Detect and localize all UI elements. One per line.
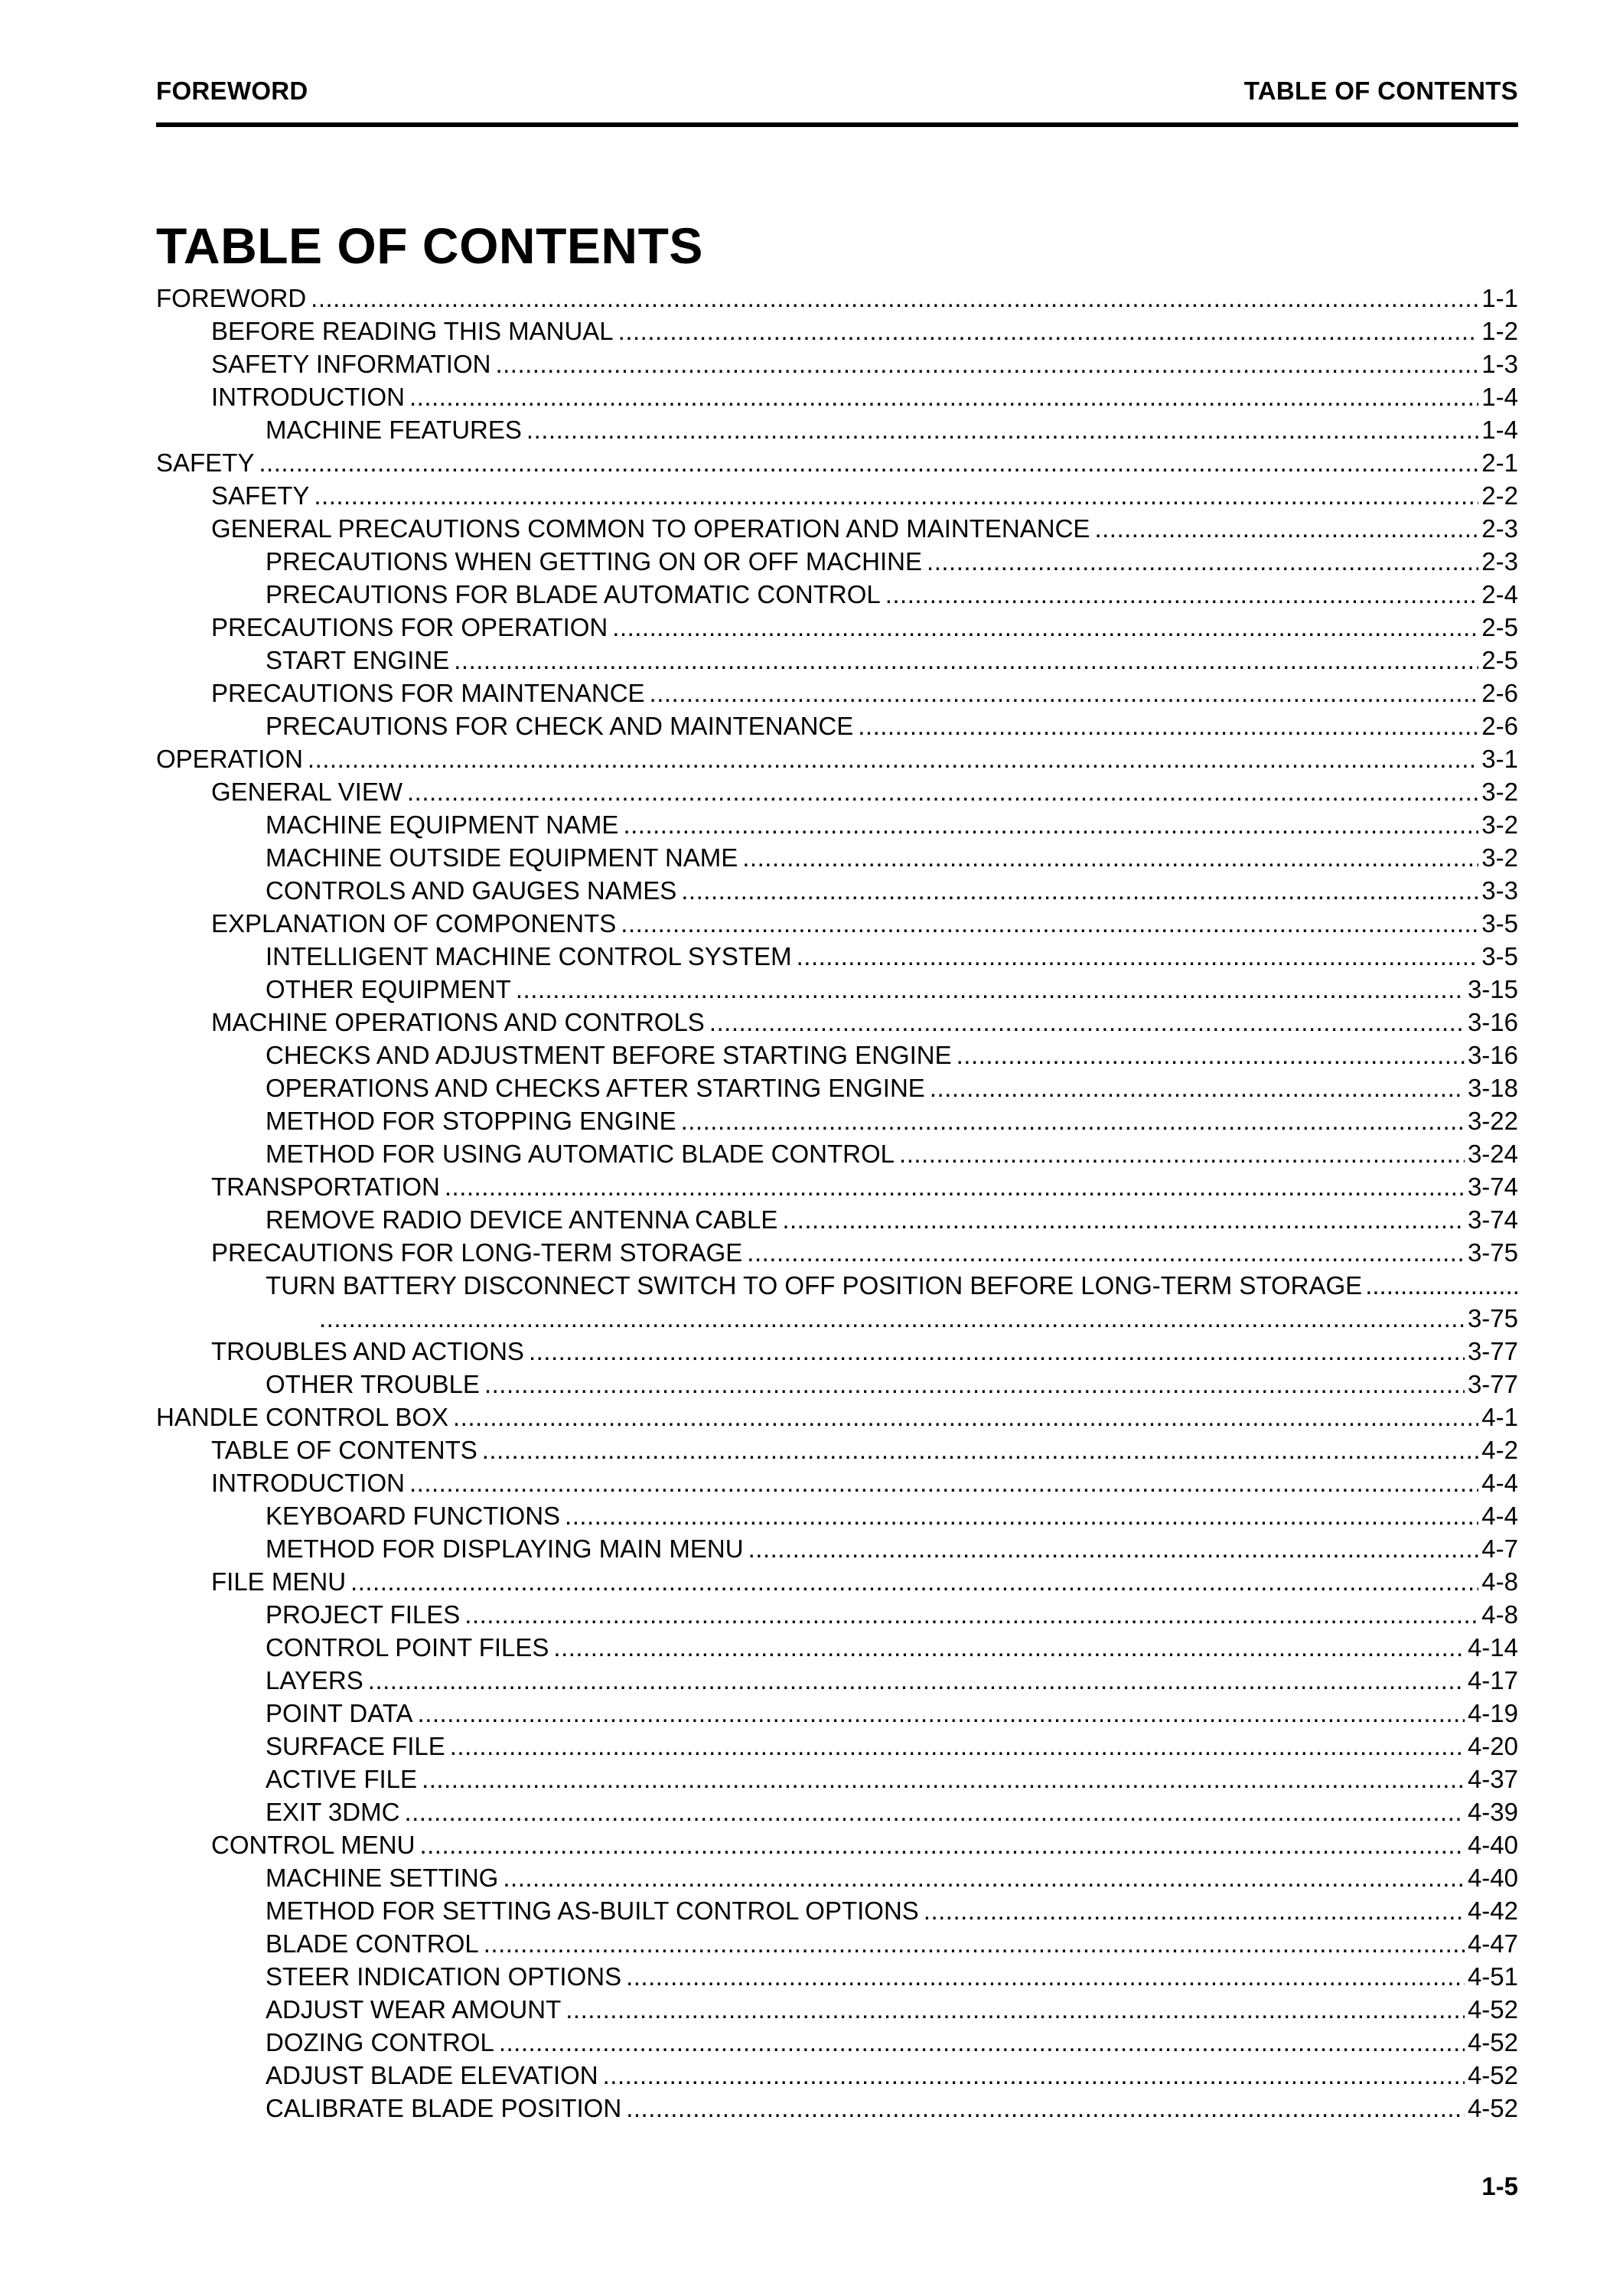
toc-entry-page: 2-2 bbox=[1481, 481, 1518, 510]
toc-entry[interactable] bbox=[156, 446, 1518, 479]
toc-entry-title: TRANSPORTATION bbox=[211, 1172, 440, 1201]
toc-entry[interactable] bbox=[156, 644, 1518, 677]
toc-entry-title: PROJECT FILES bbox=[266, 1600, 461, 1629]
toc-entry[interactable] bbox=[156, 2026, 1518, 2059]
toc-entry-title: BEFORE READING THIS MANUAL bbox=[211, 317, 614, 345]
toc-entry-title: OTHER TROUBLE bbox=[266, 1370, 480, 1398]
toc-entry[interactable] bbox=[156, 2059, 1518, 2092]
toc-entry[interactable] bbox=[156, 677, 1518, 709]
toc-entry-page: 2-5 bbox=[1481, 646, 1518, 674]
toc-entry-page: 1-1 bbox=[1481, 284, 1518, 312]
toc-entry-title: MACHINE FEATURES bbox=[266, 416, 522, 444]
toc-leader-dots bbox=[499, 2026, 1465, 2059]
toc-entry-title: PRECAUTIONS FOR OPERATION bbox=[211, 613, 608, 641]
toc-leader-dots bbox=[603, 2059, 1465, 2092]
toc-entry-title: ADJUST WEAR AMOUNT bbox=[266, 1995, 562, 2024]
toc-leader-dots bbox=[454, 644, 1478, 677]
toc-entry-title: TURN BATTERY DISCONNECT SWITCH TO OFF POSITION BEFORE LONG-TERM STORAGE bbox=[266, 1271, 1363, 1300]
toc-entry-title: CONTROL MENU bbox=[211, 1831, 416, 1859]
toc-leader-dots bbox=[709, 1006, 1465, 1039]
toc-entry-page: 3-16 bbox=[1467, 1041, 1518, 1069]
toc-leader-dots bbox=[927, 545, 1478, 578]
toc-leader-dots bbox=[308, 742, 1478, 775]
toc-entry-title: FILE MENU bbox=[211, 1567, 347, 1596]
header-document-label: TABLE OF CONTENTS bbox=[1243, 77, 1518, 105]
toc-entry-title: METHOD FOR DISPLAYING MAIN MENU bbox=[266, 1534, 744, 1563]
toc-entry-title: BLADE CONTROL bbox=[266, 1929, 479, 1958]
toc-leader-dots bbox=[797, 940, 1479, 973]
toc-entry-title: START ENGINE bbox=[266, 646, 450, 674]
toc-entry-page: 3-74 bbox=[1467, 1205, 1518, 1234]
toc-entry[interactable] bbox=[156, 1170, 1518, 1203]
toc-entry[interactable] bbox=[156, 578, 1518, 611]
toc-entry-title: SAFETY INFORMATION bbox=[211, 350, 491, 378]
toc-entry[interactable] bbox=[156, 545, 1518, 578]
toc-entry-page: 3-5 bbox=[1481, 942, 1518, 970]
toc-entry[interactable] bbox=[156, 841, 1518, 874]
toc-entry[interactable] bbox=[156, 1006, 1518, 1039]
toc-entry[interactable] bbox=[156, 611, 1518, 644]
toc-entry[interactable] bbox=[156, 808, 1518, 841]
toc-leader-dots bbox=[529, 1335, 1465, 1368]
toc-entry-title: CONTROLS AND GAUGES NAMES bbox=[266, 876, 677, 905]
toc-entry-title: CALIBRATE BLADE POSITION bbox=[266, 2094, 622, 2122]
toc-leader-dots bbox=[747, 1236, 1465, 1269]
toc-entry-title: OPERATION bbox=[156, 745, 303, 773]
toc-entry-title: HANDLE CONTROL BOX bbox=[156, 1403, 449, 1431]
toc-entry-page: 4-4 bbox=[1481, 1502, 1518, 1530]
toc-entry-page: 4-40 bbox=[1467, 1831, 1518, 1859]
toc-entry[interactable] bbox=[156, 479, 1518, 512]
toc-entry-title: METHOD FOR SETTING AS-BUILT CONTROL OPTIONS bbox=[266, 1896, 919, 1925]
toc-entry-page: 4-8 bbox=[1481, 1600, 1518, 1629]
toc-entry-page: 3-22 bbox=[1467, 1107, 1518, 1135]
toc-entry-title: MACHINE OUTSIDE EQUIPMENT NAME bbox=[266, 843, 738, 872]
toc-leader-dots bbox=[404, 1795, 1465, 1828]
toc-entry[interactable] bbox=[156, 1598, 1518, 1631]
toc-entry-title: OPERATIONS AND CHECKS AFTER STARTING ENGINE bbox=[266, 1074, 925, 1102]
toc-entry-title: INTRODUCTION bbox=[211, 383, 405, 411]
toc-leader-dots bbox=[1094, 512, 1478, 545]
toc-entry-page: 4-8 bbox=[1481, 1567, 1518, 1596]
toc-entry-title: FOREWORD bbox=[156, 284, 307, 312]
toc-entry[interactable] bbox=[156, 1071, 1518, 1104]
toc-leader-dots bbox=[957, 1039, 1465, 1071]
toc-entry[interactable] bbox=[156, 1960, 1518, 1993]
toc-leader-dots bbox=[623, 808, 1478, 841]
toc-entry[interactable] bbox=[156, 380, 1518, 413]
toc-leader-dots bbox=[681, 1104, 1465, 1137]
toc-entry[interactable] bbox=[156, 315, 1518, 347]
toc-entry-title: PRECAUTIONS FOR CHECK AND MAINTENANCE bbox=[266, 712, 854, 740]
toc-leader-dots bbox=[618, 315, 1479, 347]
toc-entry[interactable] bbox=[156, 413, 1518, 446]
toc-leader-dots bbox=[350, 1565, 1478, 1598]
toc-entry-page: 3-2 bbox=[1481, 778, 1518, 806]
toc-entry-page: 3-77 bbox=[1467, 1370, 1518, 1398]
toc-leader-dots bbox=[565, 1499, 1478, 1532]
toc-entry-page: 1-4 bbox=[1481, 383, 1518, 411]
toc-entry-page: 1-3 bbox=[1481, 350, 1518, 378]
toc-entry-page: 3-3 bbox=[1481, 876, 1518, 905]
toc-entry-page: 3-77 bbox=[1467, 1337, 1518, 1365]
toc-leader-dots bbox=[445, 1170, 1465, 1203]
toc-entry[interactable] bbox=[156, 1532, 1518, 1565]
toc-entry-title: MACHINE EQUIPMENT NAME bbox=[266, 810, 619, 839]
toc-entry[interactable] bbox=[156, 347, 1518, 380]
toc-entry-page: 4-1 bbox=[1481, 1403, 1518, 1431]
toc-leader-dots bbox=[782, 1203, 1465, 1236]
toc-entry-title: POINT DATA bbox=[266, 1699, 413, 1727]
toc-entry-page: 4-7 bbox=[1481, 1534, 1518, 1563]
toc-leader-dots bbox=[930, 1071, 1465, 1104]
toc-leader-dots bbox=[681, 874, 1478, 907]
toc-entry[interactable] bbox=[156, 1137, 1518, 1170]
toc-entry-page: 1-2 bbox=[1481, 317, 1518, 345]
toc-leader-dots bbox=[553, 1631, 1465, 1664]
toc-entry[interactable] bbox=[156, 1795, 1518, 1828]
toc-entry[interactable] bbox=[156, 907, 1518, 940]
toc-entry[interactable] bbox=[156, 512, 1518, 545]
toc-entry-title: SAFETY bbox=[156, 448, 255, 477]
toc-entry-title: ADJUST BLADE ELEVATION bbox=[266, 2061, 598, 2089]
toc-entry-page: 3-16 bbox=[1467, 1008, 1518, 1036]
toc-leader-dots bbox=[1365, 1269, 1518, 1302]
toc-entry-page: 2-6 bbox=[1481, 712, 1518, 740]
toc-leader-dots bbox=[495, 347, 1478, 380]
toc-entry-title: ACTIVE FILE bbox=[266, 1765, 418, 1793]
toc-leader-dots bbox=[924, 1894, 1465, 1927]
toc-leader-dots bbox=[419, 1828, 1464, 1861]
toc-leader-dots bbox=[858, 709, 1478, 742]
toc-entry-title: METHOD FOR USING AUTOMATIC BLADE CONTROL bbox=[266, 1140, 895, 1168]
toc-leader-dots bbox=[409, 380, 1478, 413]
toc-entry-page: 1-4 bbox=[1481, 416, 1518, 444]
toc-entry-page: 4-20 bbox=[1467, 1732, 1518, 1760]
toc-entry[interactable] bbox=[156, 973, 1518, 1006]
toc-entry[interactable] bbox=[156, 1828, 1518, 1861]
toc-entry-title: REMOVE RADIO DEVICE ANTENNA CABLE bbox=[266, 1205, 778, 1234]
toc-leader-dots bbox=[885, 578, 1479, 611]
toc-entry-page: 4-17 bbox=[1467, 1666, 1518, 1694]
toc-entry-title: LAYERS bbox=[266, 1666, 363, 1694]
toc-entry[interactable] bbox=[156, 1236, 1518, 1269]
toc-leader-dots bbox=[484, 1368, 1465, 1401]
toc-leader-dots bbox=[899, 1137, 1465, 1170]
toc-entry[interactable] bbox=[156, 1104, 1518, 1137]
toc-entry[interactable] bbox=[156, 874, 1518, 907]
toc-leader-dots bbox=[464, 1598, 1478, 1631]
toc-entry-title: GENERAL PRECAUTIONS COMMON TO OPERATION AND MAINTENANCE bbox=[211, 514, 1090, 543]
toc-entry[interactable] bbox=[156, 1861, 1518, 1894]
toc-entry-page: 4-47 bbox=[1467, 1929, 1518, 1958]
toc-entry-page: 4-39 bbox=[1467, 1798, 1518, 1826]
toc-entry-title: STEER INDICATION OPTIONS bbox=[266, 1962, 622, 1991]
toc-entry-page: 3-75 bbox=[1467, 1304, 1518, 1332]
toc-entry[interactable] bbox=[156, 709, 1518, 742]
toc-entry-title: KEYBOARD FUNCTIONS bbox=[266, 1502, 561, 1530]
toc-entry-page: 4-52 bbox=[1467, 2094, 1518, 2122]
toc-entry-title: PRECAUTIONS WHEN GETTING ON OR OFF MACHINE bbox=[266, 547, 923, 576]
toc-leader-dots bbox=[453, 1401, 1478, 1433]
toc-leader-dots bbox=[748, 1532, 1479, 1565]
toc-entry-page: 4-51 bbox=[1467, 1962, 1518, 1991]
toc-leader-dots bbox=[422, 1763, 1465, 1795]
toc-entry-page: 4-14 bbox=[1467, 1633, 1518, 1662]
toc-entry-page: 4-2 bbox=[1481, 1436, 1518, 1464]
toc-leader-dots bbox=[319, 1302, 1465, 1335]
toc-entry-page: 2-1 bbox=[1481, 448, 1518, 477]
toc-leader-dots bbox=[482, 1433, 1479, 1466]
toc-leader-dots bbox=[516, 973, 1465, 1006]
toc-entry[interactable] bbox=[156, 1927, 1518, 1960]
toc-entry[interactable] bbox=[156, 1401, 1518, 1433]
toc-entry-page: 2-3 bbox=[1481, 514, 1518, 543]
toc-leader-dots bbox=[407, 775, 1478, 808]
toc-entry-title: TABLE OF CONTENTS bbox=[211, 1436, 477, 1464]
toc-entry-page: 4-19 bbox=[1467, 1699, 1518, 1727]
toc-entry-title: INTELLIGENT MACHINE CONTROL SYSTEM bbox=[266, 942, 792, 970]
toc-entry-page: 2-3 bbox=[1481, 547, 1518, 576]
toc-leader-dots bbox=[503, 1861, 1465, 1894]
page-number: 1-5 bbox=[1481, 2172, 1518, 2200]
toc-entry-page: 3-74 bbox=[1467, 1172, 1518, 1201]
toc-entry[interactable] bbox=[156, 1993, 1518, 2026]
toc-entry-page: 4-52 bbox=[1467, 2061, 1518, 2089]
toc-entry-title: OTHER EQUIPMENT bbox=[266, 975, 511, 1003]
toc-leader-dots bbox=[450, 1730, 1465, 1763]
toc-entry-page: 4-37 bbox=[1467, 1765, 1518, 1793]
toc-leader-dots bbox=[626, 1960, 1465, 1993]
toc-entry-page: 4-42 bbox=[1467, 1896, 1518, 1925]
toc-entry-title: MACHINE OPERATIONS AND CONTROLS bbox=[211, 1008, 705, 1036]
toc-leader-dots bbox=[621, 907, 1478, 940]
toc-entry-title: METHOD FOR STOPPING ENGINE bbox=[266, 1107, 676, 1135]
toc-entry-page: 4-4 bbox=[1481, 1469, 1518, 1497]
toc-entry-page: 3-18 bbox=[1467, 1074, 1518, 1102]
toc-entry[interactable] bbox=[156, 2092, 1518, 2125]
toc-entry[interactable] bbox=[156, 1335, 1518, 1368]
toc-entry[interactable] bbox=[156, 940, 1518, 973]
toc-leader-dots bbox=[526, 413, 1478, 446]
toc-entry-page: 3-15 bbox=[1467, 975, 1518, 1003]
toc-entry[interactable] bbox=[156, 1039, 1518, 1071]
toc-leader-dots bbox=[418, 1697, 1465, 1730]
toc-leader-dots bbox=[368, 1664, 1465, 1697]
toc-leader-dots bbox=[565, 1993, 1465, 2026]
toc-entry[interactable] bbox=[156, 1894, 1518, 1927]
toc-entry-page: 4-52 bbox=[1467, 1995, 1518, 2024]
toc-entry-title: MACHINE SETTING bbox=[266, 1864, 499, 1892]
toc-entry[interactable] bbox=[156, 1499, 1518, 1532]
toc-leader-dots bbox=[484, 1927, 1465, 1960]
toc-entry-title: INTRODUCTION bbox=[211, 1469, 405, 1497]
toc-entry[interactable] bbox=[156, 1269, 1518, 1335]
toc-entry-page: 3-5 bbox=[1481, 909, 1518, 938]
toc-entry-page: 4-52 bbox=[1467, 2028, 1518, 2056]
header-section-label: FOREWORD bbox=[156, 77, 308, 105]
toc-entry[interactable] bbox=[156, 775, 1518, 808]
toc-leader-dots bbox=[311, 282, 1478, 315]
toc-entry-page: 2-6 bbox=[1481, 679, 1518, 707]
toc-entry-page: 3-1 bbox=[1481, 745, 1518, 773]
toc-entry-title: PRECAUTIONS FOR BLADE AUTOMATIC CONTROL bbox=[266, 580, 881, 608]
toc-entry-page: 3-24 bbox=[1467, 1140, 1518, 1168]
toc-entry-title: DOZING CONTROL bbox=[266, 2028, 494, 2056]
page-title: TABLE OF CONTENTS bbox=[156, 217, 703, 274]
toc-entry-page: 3-75 bbox=[1467, 1238, 1518, 1267]
toc-entry[interactable] bbox=[156, 1730, 1518, 1763]
page-header bbox=[156, 77, 1518, 127]
toc-entry-page: 3-2 bbox=[1481, 810, 1518, 839]
toc-entry[interactable] bbox=[156, 1203, 1518, 1236]
toc-entry[interactable] bbox=[156, 742, 1518, 775]
toc-leader-dots bbox=[612, 611, 1478, 644]
toc-leader-dots bbox=[650, 677, 1479, 709]
toc-entry-title: EXIT 3DMC bbox=[266, 1798, 400, 1826]
toc-entry[interactable] bbox=[156, 1565, 1518, 1598]
toc-entry[interactable] bbox=[156, 1368, 1518, 1401]
toc-entry-page: 4-40 bbox=[1467, 1864, 1518, 1892]
toc-leader-dots bbox=[626, 2092, 1465, 2125]
toc-entry-page: 2-5 bbox=[1481, 613, 1518, 641]
toc-entry-page: 2-4 bbox=[1481, 580, 1518, 608]
toc-entry-title: TROUBLES AND ACTIONS bbox=[211, 1337, 524, 1365]
toc-entry[interactable] bbox=[156, 1697, 1518, 1730]
toc-entry-page: 3-2 bbox=[1481, 843, 1518, 872]
toc-leader-dots bbox=[259, 446, 1478, 479]
toc-entry-title: SAFETY bbox=[211, 481, 310, 510]
toc-entry-title: EXPLANATION OF COMPONENTS bbox=[211, 909, 617, 938]
table-of-contents bbox=[156, 282, 1518, 2125]
toc-entry-title: CHECKS AND ADJUSTMENT BEFORE STARTING ENGINE bbox=[266, 1041, 952, 1069]
toc-leader-dots bbox=[742, 841, 1478, 874]
toc-leader-dots bbox=[409, 1466, 1478, 1499]
toc-entry[interactable] bbox=[156, 1664, 1518, 1697]
toc-entry-title: PRECAUTIONS FOR MAINTENANCE bbox=[211, 679, 645, 707]
toc-entry[interactable] bbox=[156, 1466, 1518, 1499]
toc-entry-title: SURFACE FILE bbox=[266, 1732, 445, 1760]
toc-entry[interactable] bbox=[156, 1433, 1518, 1466]
toc-entry[interactable] bbox=[156, 1631, 1518, 1664]
toc-entry[interactable] bbox=[156, 282, 1518, 315]
toc-leader-dots bbox=[314, 479, 1478, 512]
toc-entry-title: CONTROL POINT FILES bbox=[266, 1633, 549, 1662]
toc-entry-title: GENERAL VIEW bbox=[211, 778, 402, 806]
toc-entry[interactable] bbox=[156, 1763, 1518, 1795]
toc-entry-title: PRECAUTIONS FOR LONG-TERM STORAGE bbox=[211, 1238, 743, 1267]
